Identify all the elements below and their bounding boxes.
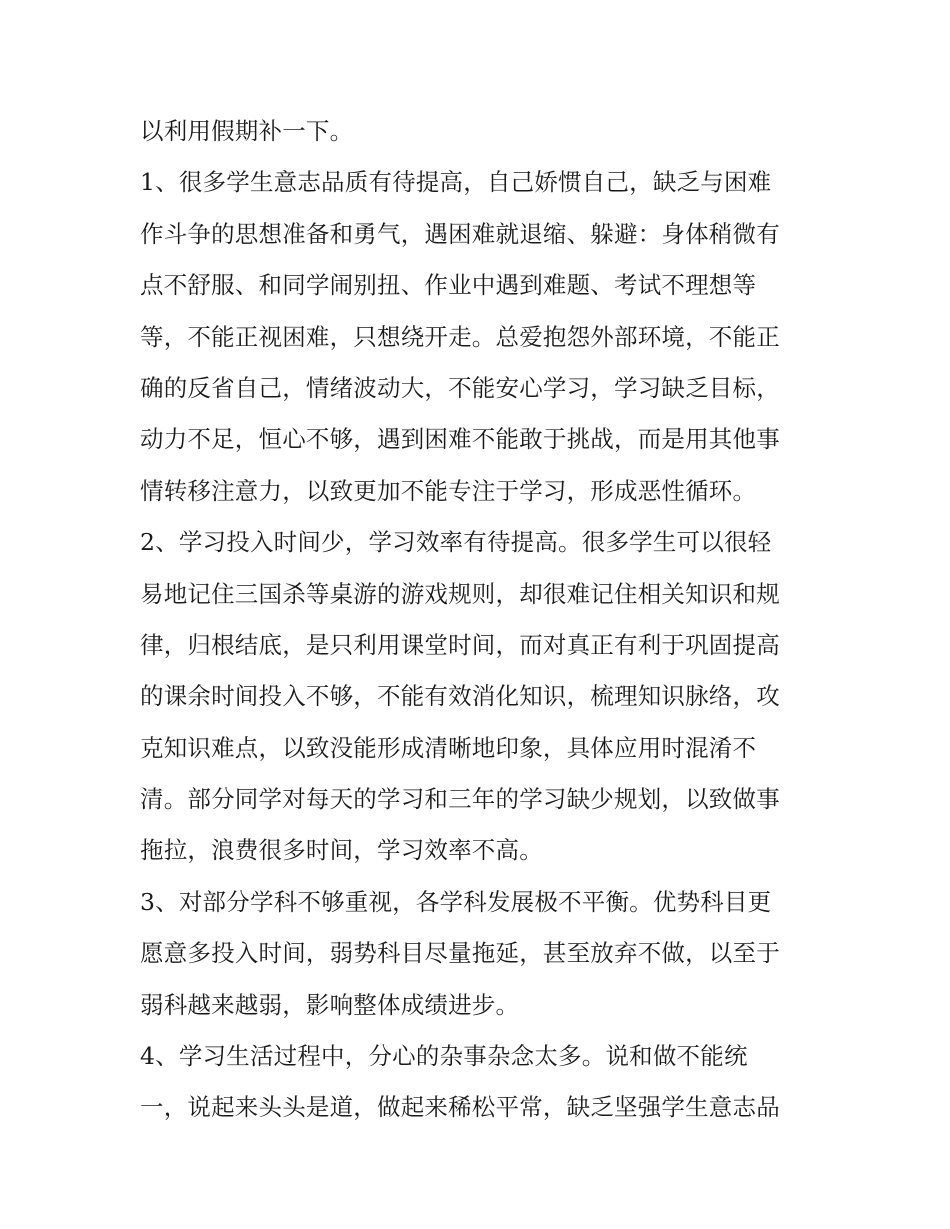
text-line-11: 律，归根结底，是只利用课堂时间，而对真正有利于巩固提高 — [140, 630, 780, 659]
text-line-17: 愿意多投入时间，弱势科目尽量拖延，甚至放弃不做，以至于 — [140, 939, 780, 968]
text-line-5: 等，不能正视困难，只想绕开走。总爱抱怨外部环境，不能正 — [140, 322, 780, 351]
text-line-15: 拖拉，浪费很多时间，学习效率不高。 — [140, 836, 543, 865]
text-line-4: 点不舒服、和同学闹别扭、作业中遇到难题、考试不理想等 — [140, 271, 757, 300]
text-line-6: 确的反省自己，情绪波动大，不能安心学习，学习缺乏目标， — [140, 373, 780, 402]
text-line-18: 弱科越来越弱，影响整体成绩进步。 — [140, 990, 520, 1019]
text-line-8: 情转移注意力，以致更加不能专注于学习，形成恶性循环。 — [140, 476, 757, 505]
text-line-3: 作斗争的思想准备和勇气，遇困难就退缩、躲避：身体稍微有 — [140, 219, 780, 248]
text-line-7: 动力不足，恒心不够，遇到困难不能敢于挑战，而是用其他事 — [140, 425, 780, 454]
text-line-19: 4、学习生活过程中，分心的杂事杂念太多。说和做不能统 — [140, 1042, 748, 1071]
text-line-10: 易地记住三国杀等桌游的游戏规则，却很难记住相关知识和规 — [140, 579, 780, 608]
text-line-20: 一，说起来头头是道，做起来稀松平常，缺乏坚强学生意志品 — [140, 1093, 780, 1122]
text-line-2: 1、很多学生意志品质有待提高，自己娇惯自己，缺乏与困难 — [140, 168, 772, 197]
text-line-14: 清。部分同学对每天的学习和三年的学习缺少规划，以致做事 — [140, 785, 780, 814]
text-line-16: 3、对部分学科不够重视，各学科发展极不平衡。优势科目更 — [140, 887, 772, 916]
text-line-9: 2、学习投入时间少，学习效率有待提高。很多学生可以很轻 — [140, 528, 772, 557]
body-text — [140, 106, 820, 1134]
text-line-1: 以利用假期补一下。 — [140, 117, 354, 145]
text-line-12: 的课余时间投入不够，不能有效消化知识，梳理知识脉络，攻 — [140, 682, 780, 711]
text-line-13: 克知识难点，以致没能形成清晰地印象，具体应用时混淆不 — [140, 733, 757, 762]
